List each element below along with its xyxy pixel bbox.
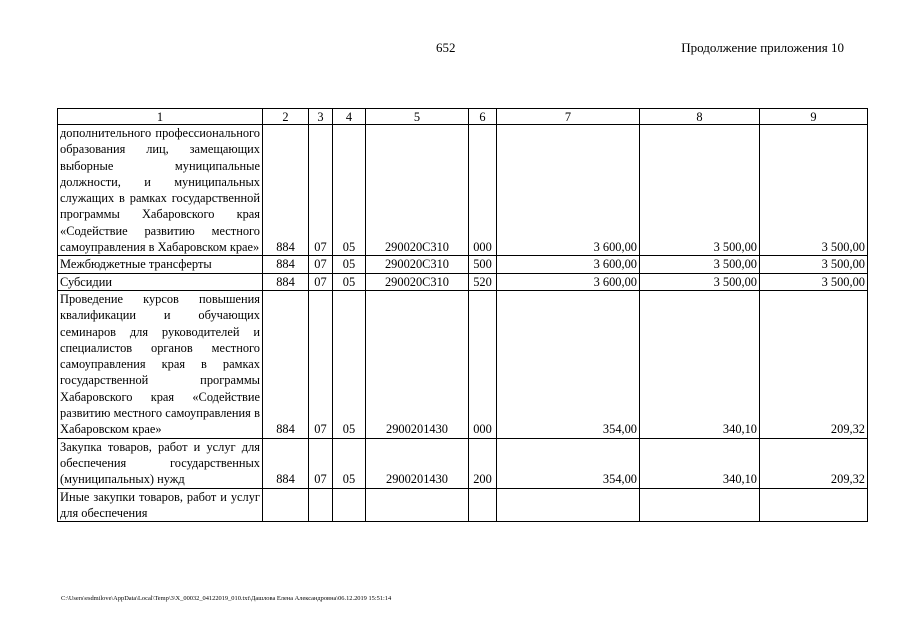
page-number: 652: [436, 40, 456, 55]
cell-subsection: 05: [333, 290, 366, 438]
cell-target-article: 2900201430: [366, 290, 469, 438]
table-row: [58, 256, 868, 273]
cell-target-article: 2900201430: [366, 438, 469, 488]
cell-subsection: 05: [333, 125, 366, 256]
cell-subsection: 05: [333, 256, 366, 273]
column-header: 4: [333, 109, 366, 125]
table-row: [58, 488, 868, 522]
row-name: дополнительного профессионального образования лиц, замещающих выборные муниципальные должности, и муниципальных служащих в рамках государственной программы Хабаровского края «Содействие развитию местного самоуправления в Хабаровском крае»: [58, 125, 263, 256]
row-name: Субсидии: [58, 273, 263, 290]
continuation-note: Продолжение приложения 10: [681, 40, 844, 55]
cell-expense-type: 000: [469, 125, 497, 256]
cell-amount-9: 209,32: [760, 290, 868, 438]
row-name: Межбюджетные трансферты: [58, 256, 263, 273]
cell-amount-7: 3 600,00: [497, 256, 640, 273]
cell-subsection: 05: [333, 438, 366, 488]
cell-section: [309, 488, 333, 522]
cell-expense-type: 000: [469, 290, 497, 438]
table-row: [58, 273, 868, 290]
cell-amount-8: 3 500,00: [640, 256, 760, 273]
column-header: 2: [263, 109, 309, 125]
column-header: 3: [309, 109, 333, 125]
cell-amount-9: 3 500,00: [760, 256, 868, 273]
cell-code: 884: [263, 438, 309, 488]
table-row: [58, 290, 868, 438]
cell-code: 884: [263, 125, 309, 256]
cell-section: 07: [309, 290, 333, 438]
cell-subsection: [333, 488, 366, 522]
cell-section: 07: [309, 125, 333, 256]
cell-amount-7: 354,00: [497, 290, 640, 438]
column-header: 8: [640, 109, 760, 125]
footer-file-path: C:\Users\esdmilove\AppData\Local\Temp\3\X_00032_04122019_010.txt\Дашлова Елена Александровна\06.12.2019 15:51:14: [61, 595, 392, 602]
cell-amount-8: [640, 488, 760, 522]
cell-expense-type: [469, 488, 497, 522]
cell-expense-type: 520: [469, 273, 497, 290]
column-number-row: [58, 109, 868, 125]
cell-target-article: 290020С310: [366, 125, 469, 256]
cell-amount-8: 3 500,00: [640, 273, 760, 290]
cell-amount-7: [497, 488, 640, 522]
cell-expense-type: 500: [469, 256, 497, 273]
cell-amount-8: 340,10: [640, 290, 760, 438]
table-row: [58, 125, 868, 256]
row-name: Иные закупки товаров, работ и услуг для обеспечения: [58, 488, 263, 522]
table-row: [58, 438, 868, 488]
cell-target-article: 290020С310: [366, 256, 469, 273]
cell-amount-7: 3 600,00: [497, 125, 640, 256]
cell-code: 884: [263, 290, 309, 438]
cell-section: 07: [309, 273, 333, 290]
column-header: 6: [469, 109, 497, 125]
cell-amount-9: 3 500,00: [760, 125, 868, 256]
cell-target-article: [366, 488, 469, 522]
cell-amount-7: 354,00: [497, 438, 640, 488]
cell-code: 884: [263, 273, 309, 290]
cell-code: [263, 488, 309, 522]
row-name: Проведение курсов повышения квалификации и обучающих семинаров для руководителей и специалистов органов местного самоуправления края в рамках государственной программы Хабаровского края «Содействие развитию местного самоуправления в Хабаровском крае»: [58, 290, 263, 438]
cell-code: 884: [263, 256, 309, 273]
column-header: 9: [760, 109, 868, 125]
budget-table: [57, 108, 868, 522]
cell-section: 07: [309, 438, 333, 488]
column-header: 5: [366, 109, 469, 125]
row-name: Закупка товаров, работ и услуг для обеспечения государственных (муниципальных) нужд: [58, 438, 263, 488]
cell-subsection: 05: [333, 273, 366, 290]
cell-amount-7: 3 600,00: [497, 273, 640, 290]
cell-amount-9: [760, 488, 868, 522]
column-header: 7: [497, 109, 640, 125]
cell-amount-9: 3 500,00: [760, 273, 868, 290]
cell-amount-9: 209,32: [760, 438, 868, 488]
cell-section: 07: [309, 256, 333, 273]
cell-amount-8: 3 500,00: [640, 125, 760, 256]
cell-expense-type: 200: [469, 438, 497, 488]
column-header: 1: [58, 109, 263, 125]
cell-amount-8: 340,10: [640, 438, 760, 488]
cell-target-article: 290020С310: [366, 273, 469, 290]
